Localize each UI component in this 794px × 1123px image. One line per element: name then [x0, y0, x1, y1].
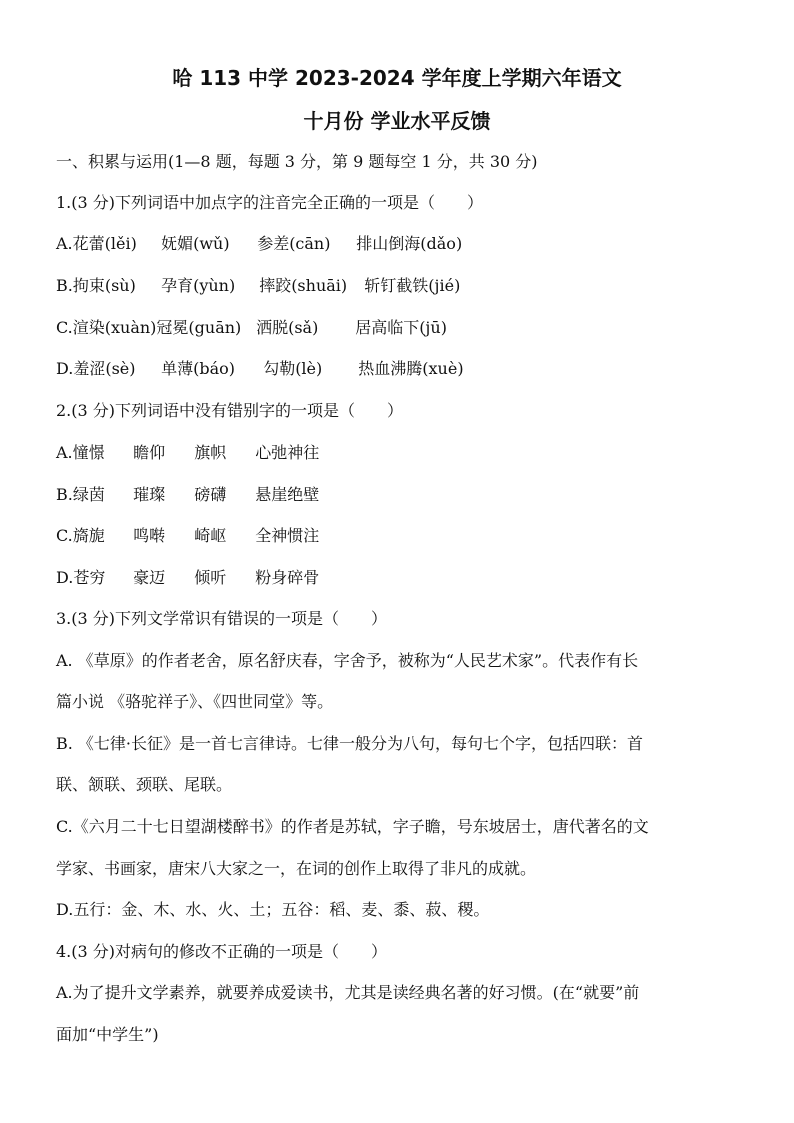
q1-option-a — [56, 232, 754, 256]
q2-c-4: 全神惯注 — [255, 526, 320, 545]
q2-option-c — [56, 524, 754, 548]
q3-option-a-line1: A. 《草原》的作者老舍，原名舒庆春，字舍予，被称为“人民艺术家”。代表作有长 — [56, 651, 639, 670]
q2-d-2: 豪迈 — [133, 568, 166, 587]
q1-b-2: 孕育(yùn) — [161, 276, 236, 295]
q3-option-b-line2: 联、颔联、颈联、尾联。 — [56, 775, 233, 794]
q2-b-1: B.绿茵 — [56, 485, 105, 504]
q2-a-4: 心弛神往 — [255, 443, 320, 462]
q2-option-d — [56, 566, 754, 590]
q1-stem: 1.(3 分)下列词语中加点字的注音完全正确的一项是（ ） — [56, 193, 484, 212]
q1-b-4: 斩钉截铁(jié) — [364, 276, 461, 295]
q2-b-4: 悬崖绝壁 — [255, 485, 320, 504]
q3-option-b-line1: B. 《七律·长征》是一首七言律诗。七律一般分为八句，每句七个字，包括四联：首 — [56, 734, 644, 753]
q2-a-2: 瞻仰 — [133, 443, 166, 462]
q2-d-1: D.苍穷 — [56, 568, 106, 587]
q1-c-2: 洒脱(sǎ) — [256, 318, 319, 337]
q1-a-1: A.花蕾(lěi) — [56, 234, 137, 253]
q2-b-2: 璀璨 — [133, 485, 166, 504]
q1-c-3: 居高临下(jū) — [355, 318, 447, 337]
q2-d-3: 倾听 — [194, 568, 227, 587]
exam-title: 哈 113 中学 2023-2024 学年度上学期六年语文 — [172, 66, 622, 90]
q1-b-1: B.拘束(sù) — [56, 276, 136, 295]
q2-option-a — [56, 441, 754, 465]
q4-option-a-line1: A.为了提升文学素养，就要养成爱读书，尤其是读经典名著的好习惯。(在“就要”前 — [56, 983, 640, 1002]
q2-b-3: 磅礴 — [194, 485, 227, 504]
q2-option-b — [56, 483, 754, 507]
q1-d-4: 热血沸腾(xuè) — [358, 359, 464, 378]
q1-a-4: 排山倒海(dǎo) — [356, 234, 463, 253]
q1-option-d — [56, 357, 754, 381]
q3-stem: 3.(3 分)下列文学常识有错误的一项是（ ） — [56, 609, 388, 628]
q1-d-3: 勾勒(lè) — [263, 359, 323, 378]
q4-option-a-line2: 面加“中学生”) — [56, 1025, 159, 1044]
q1-c-1: C.渲染(xuàn)冠冕(guān) — [56, 318, 242, 337]
exam-subtitle: 十月份 学业水平反馈 — [303, 109, 491, 133]
q2-c-3: 崎岖 — [194, 526, 227, 545]
q3-option-d: D.五行：金、木、水、火、土；五谷：稻、麦、黍、菽、稷。 — [56, 900, 490, 919]
q2-c-1: C.旖旎 — [56, 526, 105, 545]
q1-option-c — [56, 316, 754, 340]
q1-d-1: D.羞涩(sè) — [56, 359, 136, 378]
q2-c-2: 鸣啭 — [133, 526, 166, 545]
q1-a-2: 妩媚(wǔ) — [161, 234, 230, 253]
q2-d-4: 粉身碎骨 — [255, 568, 320, 587]
q1-option-b — [56, 274, 754, 298]
q2-a-3: 旗帜 — [194, 443, 227, 462]
q4-stem: 4.(3 分)对病句的修改不正确的一项是（ ） — [56, 942, 388, 961]
q2-a-1: A.憧憬 — [56, 443, 105, 462]
q1-a-3: 参差(cān) — [257, 234, 331, 253]
q1-d-2: 单薄(báo) — [161, 359, 235, 378]
q3-option-c-line1: C.《六月二十七日望湖楼醉书》的作者是苏轼，字子瞻，号东坡居士，唐代著名的文 — [56, 817, 649, 836]
section-heading: 一、积累与运用(1—8 题，每题 3 分，第 9 题每空 1 分，共 30 分) — [56, 152, 538, 171]
q1-b-3: 摔跤(shuāi) — [259, 276, 348, 295]
q3-option-c-line2: 学家、书画家，唐宋八大家之一，在词的创作上取得了非凡的成就。 — [56, 859, 537, 878]
q3-option-a-line2: 篇小说 《骆驼祥子》、《四世同堂》等。 — [56, 692, 334, 711]
q2-stem: 2.(3 分)下列词语中没有错别字的一项是（ ） — [56, 401, 404, 420]
